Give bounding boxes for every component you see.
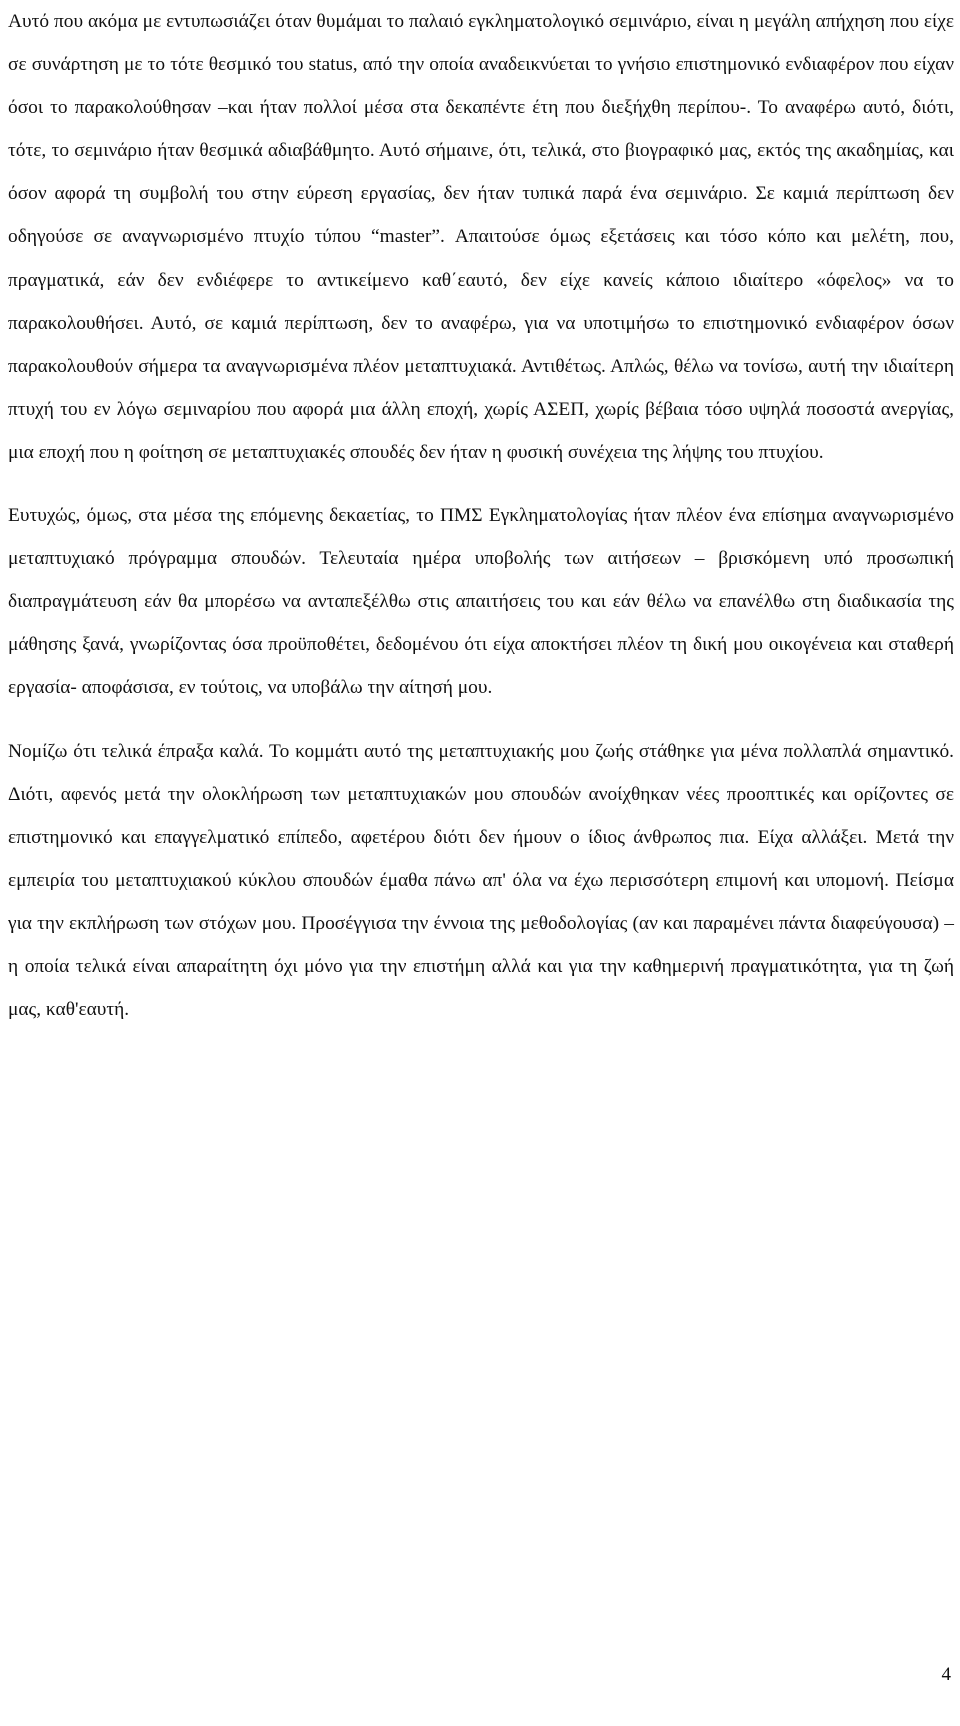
page-number: 4 xyxy=(941,1664,951,1685)
paragraph-2: Ευτυχώς, όμως, στα μέσα της επόμενης δεκαετίας, το ΠΜΣ Εγκληματολογίας ήταν πλέον ένα επίσημα αναγνωρισμένο μεταπτυχιακό πρόγραμμα σπουδών. Τελευταία ημέρα υποβολής των αιτήσεων – βρισκόμενη υπό προσωπική διαπραγμάτευση εάν θα μπορέσω να ανταπεξέλθω στις απαιτήσεις του και εάν θέλω να επανέλθω στη διαδικασία της μάθησης ξανά, γνωρίζοντας όσα προϋποθέτει, δεδομένου ότι είχα αποκτήσει πλέον τη δική μου οικογένεια και σταθερή εργασία- αποφάσισα, εν τούτοις, να υποβάλω την αίτησή μου. xyxy=(8,505,954,699)
paragraph-1: Αυτό που ακόμα με εντυπωσιάζει όταν θυμάμαι το παλαιό εγκληματολογικό σεμινάριο, είναι η μεγάλη απήχηση που είχε σε συνάρτηση με το τότε θεσμικό του status, από την οποία αναδεικνύεται το γνήσιο επιστημονικό ενδιαφέρον που είχαν όσοι το παρακολούθησαν –και ήταν πολλοί μέσα στα δεκαπέντε έτη που διεξήχθη περίπου-. Το αναφέρω αυτό, διότι, τότε, το σεμινάριο ήταν θεσμικά αδιαβάθμητο. Αυτό σήμαινε, ότι, τελικά, στο βιογραφικό μας, εκτός της ακαδημίας, και όσον αφορά τη συμβολή του στην εύρεση εργασίας, δεν ήταν τυπικά παρά ένα σεμινάριο. Σε καμιά περίπτωση δεν οδηγούσε σε αναγνωρισμένο πτυχίο τύπου “master”. Απαιτούσε όμως εξετάσεις και τόσο κόπο και μελέτη, που, πραγματικά, εάν δεν ενδιέφερε το αντικείμενο καθ΄εαυτό, δεν είχε κανείς κάποιο ιδιαίτερο «όφελος» να το παρακολουθήσει. Αυτό, σε καμιά περίπτωση, δεν το αναφέρω, για να υποτιμήσω το επιστημονικό ενδιαφέρον όσων παρακολουθούν σήμερα τα αναγνωρισμένα πλέον μεταπτυχιακά. Αντιθέτως. Απλώς, θέλω να τονίσω, αυτή την ιδιαίτερη πτυχή του εν λόγω σεμιναρίου που αφορά μια άλλη εποχή, χωρίς ΑΣΕΠ, χωρίς βέβαια τόσο υψηλά ποσοστά ανεργίας, μια εποχή που η φοίτηση σε μεταπτυχιακές σπουδές δεν ήταν η φυσική συνέχεια της λήψης του πτυχίου. xyxy=(8,11,954,463)
body-text xyxy=(8,0,954,1031)
paragraph-3: Νομίζω ότι τελικά έπραξα καλά. Το κομμάτι αυτό της μεταπτυχιακής μου ζωής στάθηκε για μένα πολλαπλά σημαντικό. Διότι, αφενός μετά την ολοκλήρωση των μεταπτυχιακών μου σπουδών ανοίχθηκαν νέες προοπτικές και ορίζοντες σε επιστημονικό και επαγγελματικό επίπεδο, αφετέρου διότι δεν ήμουν ο ίδιος άνθρωπος πια. Είχα αλλάξει. Μετά την εμπειρία του μεταπτυχιακού κύκλου σπουδών έμαθα πάνω απ' όλα να έχω περισσότερη επιμονή και υπομονή. Πείσμα για την εκπλήρωση των στόχων μου. Προσέγγισα την έννοια της μεθοδολογίας (αν και παραμένει πάντα διαφεύγουσα) – η οποία τελικά είναι απαραίτητη όχι μόνο για την επιστήμη αλλά και για την καθημερινή πραγματικότητα, για τη ζωή μας, καθ'εαυτή. xyxy=(8,740,954,1021)
